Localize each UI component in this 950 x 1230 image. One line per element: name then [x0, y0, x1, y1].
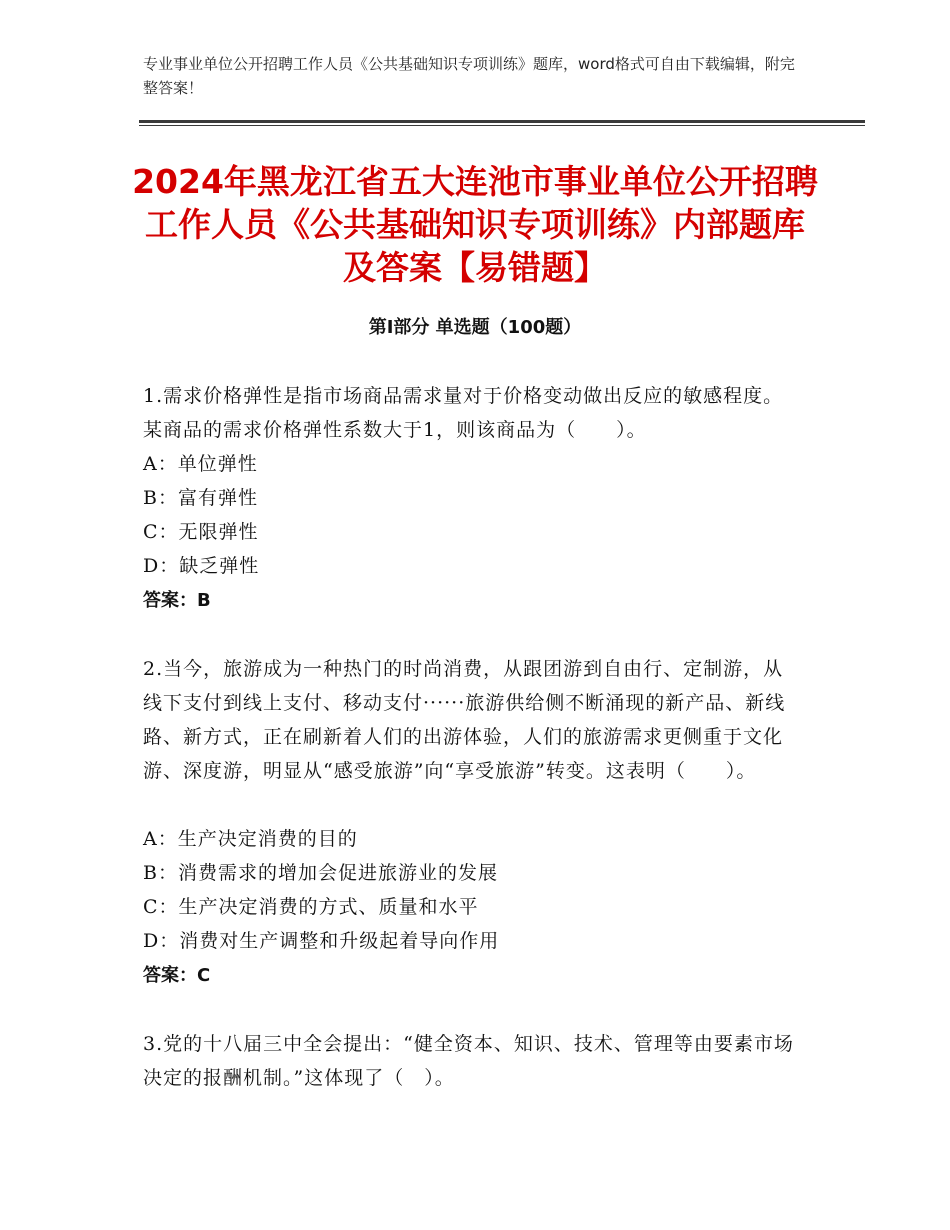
question-2-answer: 答案：C: [143, 965, 211, 986]
question-1-option-a: A：单位弹性: [143, 453, 258, 475]
question-3-stem: 3.党的十八届三中全会提出：“健全资本、知识、技术、管理等由要素市场决定的报酬机制。”这体现了（ ）。: [143, 1033, 794, 1089]
header-rule-thin: [139, 125, 865, 126]
question-2-option-b: B：消费需求的增加会促进旅游业的发展: [143, 862, 498, 884]
question-2-option-d: D：消费对生产调整和升级起着导向作用: [143, 930, 500, 952]
question-1-option-b: B：富有弹性: [143, 487, 258, 509]
header-note: 专业事业单位公开招聘工作人员《公共基础知识专项训练》题库，word格式可自由下载编辑，附完整答案！: [143, 55, 795, 97]
question-1-option-d: D：缺乏弹性: [143, 555, 260, 577]
question-1-option-c: C：无限弹性: [143, 521, 259, 543]
question-1-stem: 1.需求价格弹性是指市场商品需求量对于价格变动做出反应的敏感程度。某商品的需求价格弹性系数大于1，则该商品为（ ）。: [143, 385, 784, 441]
section-title: 第Ⅰ部分 单选题（100题）: [368, 317, 582, 338]
document-title: 2024年黑龙江省五大连池市事业单位公开招聘工作人员《公共基础知识专项训练》内部题库及答案【易错题】: [132, 162, 818, 287]
question-2-option-a: A：生产决定消费的目的: [143, 828, 358, 850]
header-rule-thick: [139, 120, 865, 123]
question-2-stem: 2.当今，旅游成为一种热门的时尚消费，从跟团游到自由行、定制游，从线下支付到线上支付、移动支付······旅游供给侧不断涌现的新产品、新线路、新方式，正在刷新着人们的出游体验，人们的旅游需求更侧重于文化游、深度游，明显从“感受旅游”向“享受旅游”转变。这表明（ ）。: [143, 658, 786, 782]
question-1-answer: 答案：B: [143, 590, 211, 611]
question-2-option-c: C：生产决定消费的方式、质量和水平: [143, 896, 479, 918]
